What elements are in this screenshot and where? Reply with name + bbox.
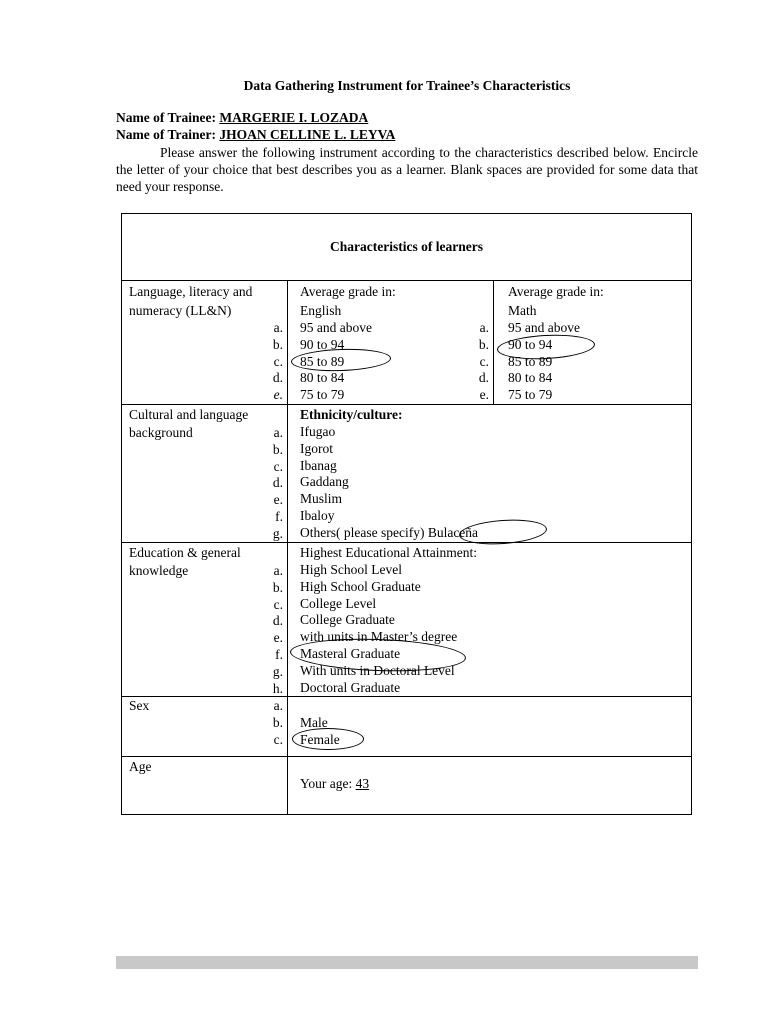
education-letter-b[interactable]: b. xyxy=(272,579,283,595)
sex-options-cell xyxy=(288,697,692,757)
education-letter-d[interactable]: d. xyxy=(272,613,283,629)
education-heading: Highest Educational Attainment: xyxy=(300,544,477,560)
trainer-label: Name of Trainer: xyxy=(116,127,216,142)
math-letter-a[interactable]: a. xyxy=(479,320,489,335)
education-letters xyxy=(273,563,283,697)
english-option-e[interactable]: 75 to 79 xyxy=(300,387,345,403)
sex-letter-a[interactable]: a. xyxy=(273,698,283,714)
education-option-c[interactable]: College Level xyxy=(300,595,377,611)
culture-letter-b[interactable]: b. xyxy=(272,441,283,457)
math-option-b[interactable]: 90 to 94 xyxy=(508,336,553,352)
math-option-c[interactable]: 85 to 89 xyxy=(508,353,553,369)
math-cell xyxy=(494,281,692,405)
math-head-2: Math xyxy=(508,303,537,318)
instructions-paragraph: Please answer the following instrument according to the characteristics described below. Encircle the letter of your choice that best describes you as a learner. Blank spaces are provided for some data that need your response. xyxy=(116,145,698,194)
education-options-cell xyxy=(288,542,692,696)
trainee-label: Name of Trainee: xyxy=(116,110,216,125)
education-option-d[interactable]: College Graduate xyxy=(300,612,395,628)
sex-option-b[interactable]: Male xyxy=(300,715,328,731)
trainer-name-line xyxy=(116,127,395,143)
culture-letter-a[interactable]: a. xyxy=(273,424,283,440)
english-option-d[interactable]: 80 to 84 xyxy=(300,370,345,386)
math-options xyxy=(501,320,691,404)
english-options xyxy=(294,320,493,404)
sex-option-a[interactable] xyxy=(300,698,691,715)
lln-letters xyxy=(273,320,283,404)
english-option-b[interactable]: 90 to 94 xyxy=(300,336,345,352)
education-letter-e[interactable]: e. xyxy=(273,630,283,646)
math-option-a[interactable]: 95 and above xyxy=(508,320,580,335)
sex-letter-c[interactable]: c. xyxy=(273,731,283,747)
education-option-h[interactable]: Doctoral Graduate xyxy=(300,679,401,695)
education-letter-a[interactable]: a. xyxy=(273,562,283,578)
culture-label-1: Cultural and language xyxy=(129,406,249,422)
age-prompt: Your age: xyxy=(300,776,353,792)
culture-label-cell xyxy=(122,404,288,542)
age-value-cell xyxy=(288,757,692,815)
culture-option-e[interactable]: Muslim xyxy=(300,491,343,507)
culture-option-b[interactable]: Igorot xyxy=(300,440,333,456)
culture-options-cell xyxy=(288,404,692,542)
culture-letters xyxy=(273,425,283,543)
sex-letters xyxy=(273,698,283,748)
math-letter-b[interactable]: b. xyxy=(478,336,489,352)
education-option-b[interactable]: High School Graduate xyxy=(300,578,421,594)
education-label-1: Education & general xyxy=(129,544,241,560)
trainee-name: MARGERIE I. LOZADA xyxy=(219,110,369,125)
culture-option-f[interactable]: Ibaloy xyxy=(300,507,335,523)
trainee-name-line xyxy=(116,110,368,126)
english-cell xyxy=(288,281,494,405)
sex-options xyxy=(294,697,691,748)
education-option-e[interactable]: with units in Master’s degree xyxy=(300,629,458,645)
education-letter-h[interactable]: h. xyxy=(272,680,283,696)
lln-letter-b[interactable]: b. xyxy=(272,336,283,352)
math-letters xyxy=(479,320,489,404)
lln-label-1: Language, literacy and xyxy=(129,284,253,299)
culture-option-c[interactable]: Ibanag xyxy=(300,457,337,473)
english-option-a[interactable]: 95 and above xyxy=(300,320,372,335)
lln-letter-e[interactable]: e. xyxy=(273,387,283,403)
culture-option-a[interactable]: Ifugao xyxy=(300,423,336,439)
culture-heading: Ethnicity/culture: xyxy=(300,406,403,422)
culture-letter-f[interactable]: f. xyxy=(275,508,283,524)
english-head-2: English xyxy=(300,303,342,318)
trainer-name: JHOAN CELLINE L. LEYVA xyxy=(219,127,396,142)
english-head-1: Average grade in: xyxy=(300,284,396,299)
culture-options xyxy=(294,424,691,542)
education-options xyxy=(294,562,691,696)
culture-label-2: background xyxy=(129,424,193,440)
math-option-e[interactable]: 75 to 79 xyxy=(508,387,553,403)
math-letter-c[interactable]: c. xyxy=(479,353,489,369)
culture-letter-g[interactable]: g. xyxy=(272,525,283,541)
education-letter-g[interactable]: g. xyxy=(272,663,283,679)
math-head-1: Average grade in: xyxy=(508,284,604,299)
lln-label-2: numeracy (LL&N) xyxy=(129,303,232,318)
table-header: Characteristics of learners xyxy=(122,214,692,281)
culture-letter-e[interactable]: e. xyxy=(273,492,283,508)
education-option-f[interactable]: Masteral Graduate xyxy=(300,645,401,661)
lln-letter-c[interactable]: c. xyxy=(273,353,283,369)
culture-letter-c[interactable]: c. xyxy=(273,458,283,474)
culture-option-g[interactable]: Others( please specify) Bulaceña xyxy=(300,524,479,540)
education-letter-c[interactable]: c. xyxy=(273,596,283,612)
age-label-cell xyxy=(122,757,288,815)
education-option-g[interactable]: With units in Doctoral Level xyxy=(300,662,455,678)
english-option-c[interactable]: 85 to 89 xyxy=(300,353,345,369)
education-label-cell xyxy=(122,542,288,696)
lln-label-cell xyxy=(122,281,288,405)
education-option-a[interactable]: High School Level xyxy=(300,561,402,577)
age-label: Age xyxy=(129,759,152,775)
education-label-2: knowledge xyxy=(129,562,189,578)
document-title: Data Gathering Instrument for Trainee’s Characteristics xyxy=(243,78,571,93)
math-letter-d[interactable]: d. xyxy=(478,370,489,386)
math-option-d[interactable]: 80 to 84 xyxy=(508,370,553,386)
sex-letter-b[interactable]: b. xyxy=(272,715,283,731)
age-value[interactable]: 43 xyxy=(355,776,370,792)
lln-letter-a[interactable]: a. xyxy=(273,320,283,335)
culture-option-d[interactable]: Gaddang xyxy=(300,474,349,490)
math-letter-e[interactable]: e. xyxy=(479,387,489,403)
culture-letter-d[interactable]: d. xyxy=(272,475,283,491)
sex-label: Sex xyxy=(129,698,150,714)
characteristics-table xyxy=(121,213,692,815)
footer-bar xyxy=(116,956,698,969)
education-letter-f[interactable]: f. xyxy=(275,646,283,662)
sex-option-c[interactable]: Female xyxy=(300,731,340,747)
age-line xyxy=(294,757,691,793)
sex-label-cell xyxy=(122,697,288,757)
lln-letter-d[interactable]: d. xyxy=(272,370,283,386)
